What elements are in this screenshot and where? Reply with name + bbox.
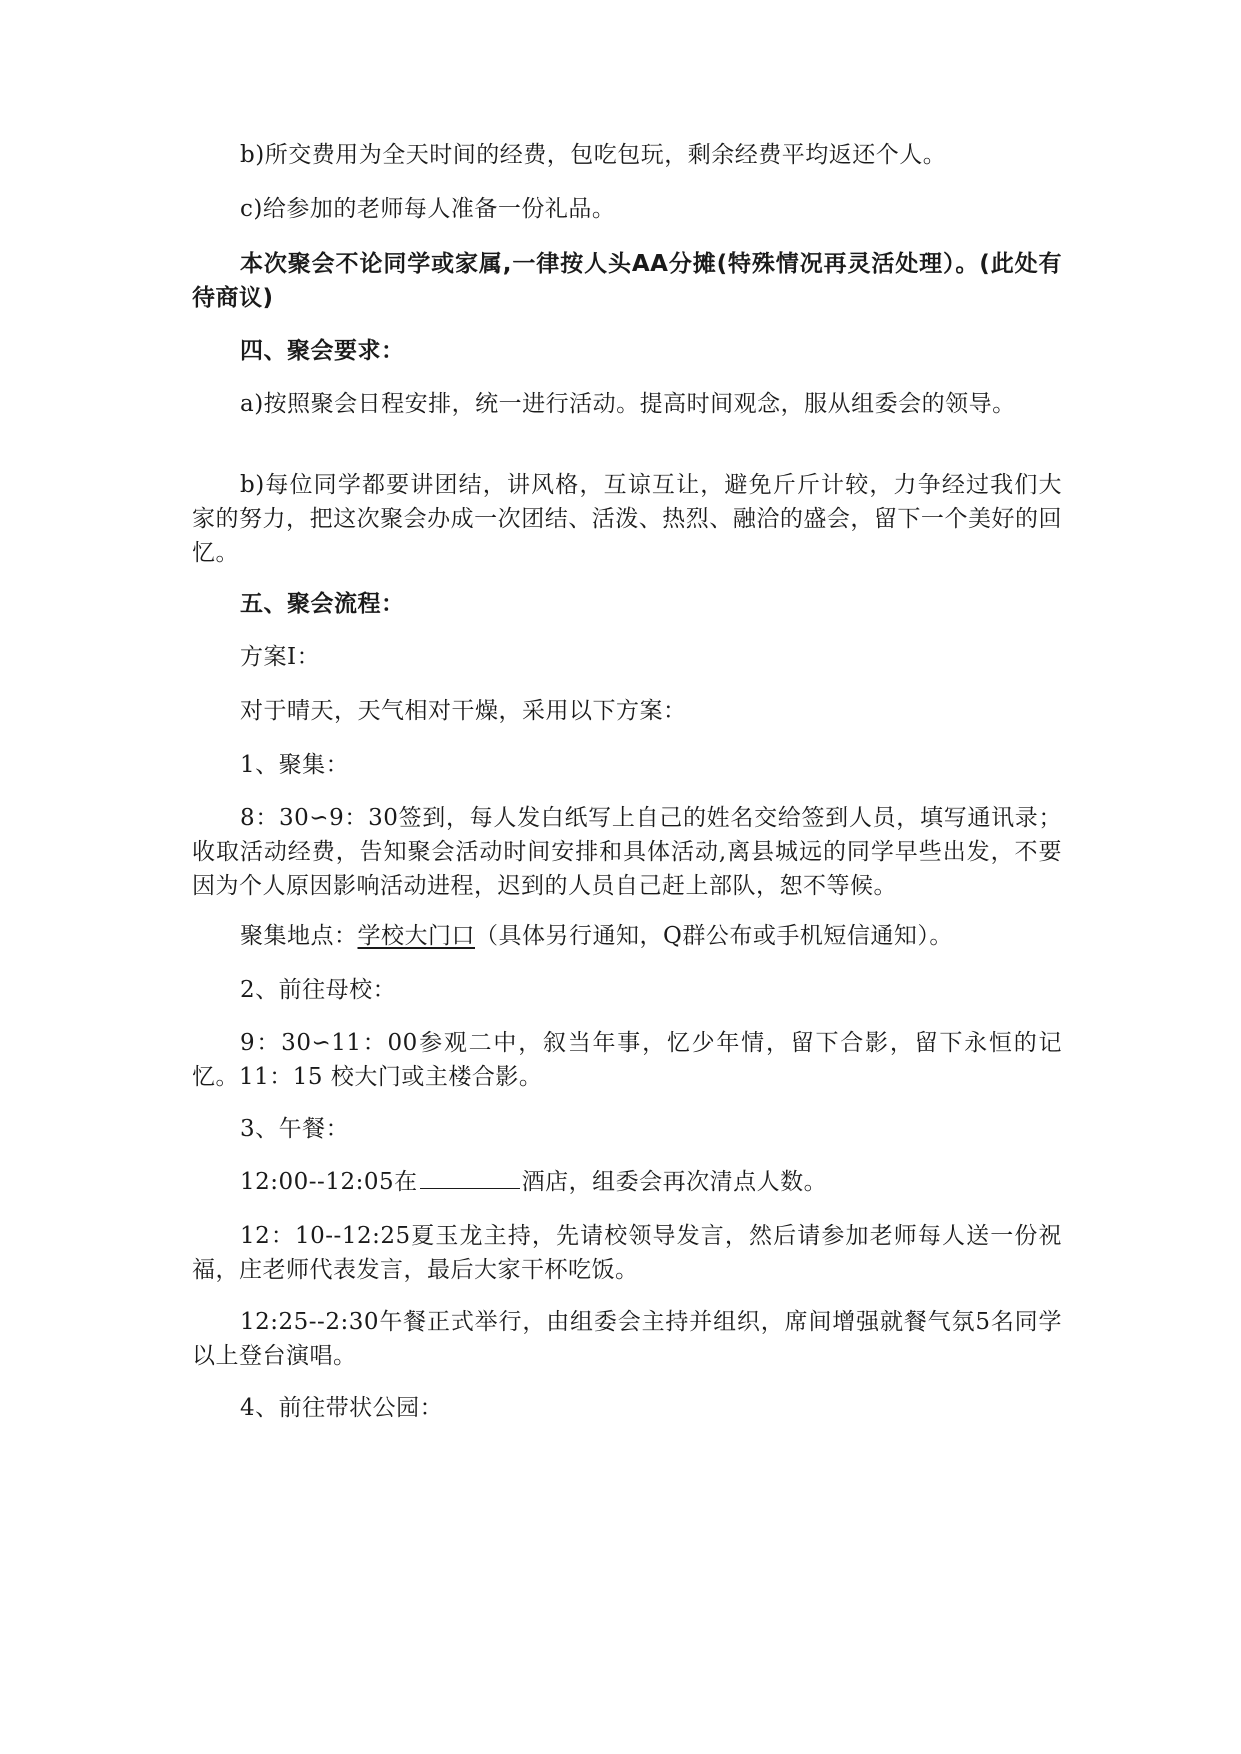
paragraph-park-title: 4、前往带状公园： <box>240 1395 444 1421</box>
location-label: 聚集地点： <box>240 923 358 949</box>
hotel-blank-line <box>420 1166 520 1189</box>
lunch-time: 12:00--12:05在 <box>240 1169 418 1195</box>
paragraph-gather-location <box>192 919 1062 953</box>
paragraph-check-in: 8：30∽9：30签到，每人发白纸写上自己的姓名交给签到人员，填写通讯录；收取活动经费，告知聚会活动时间安排和具体活动,离县城远的同学早些出发，不要因为个人原因影响活动进程，迟到的人员自己赶上部队，恕不等候。 <box>192 805 1062 899</box>
paragraph-visit-school: 9：30∽11：00参观二中，叙当年事，忆少年情，留下合影，留下永恒的记忆。11：15 校大门或主楼合影。 <box>192 1030 1062 1090</box>
paragraph-visit-school-title: 2、前往母校： <box>240 977 397 1003</box>
paragraph-aa-split: 本次聚会不论同学或家属,一律按人头AA分摊(特殊情况再灵活处理）。(此处有待商议) <box>192 251 1062 311</box>
paragraph-teacher-gift: c)给参加的老师每人准备一份礼品。 <box>240 196 616 222</box>
paragraph-gather-title: 1、聚集： <box>240 752 350 778</box>
paragraph-plan-one: 方案Ⅰ： <box>240 644 321 670</box>
location-name: 学校大门口 <box>357 923 475 949</box>
lunch-headcount-text: 酒店，组委会再次清点人数。 <box>521 1169 828 1195</box>
location-note: （具体另行通知，Q群公布或手机短信通知）。 <box>475 923 953 949</box>
paragraph-host-speech: 12：10--12:25夏玉龙主持，先请校领导发言，然后请参加老师每人送一份祝福，庄老师代表发言，最后大家干杯吃饭。 <box>192 1223 1062 1283</box>
section-heading-process: 五、聚会流程： <box>240 591 405 617</box>
section-heading-requirements: 四、聚会要求： <box>240 338 405 364</box>
paragraph-lunch-headcount <box>192 1165 1062 1199</box>
paragraph-lunch-title: 3、午餐： <box>240 1116 350 1142</box>
paragraph-fee-usage: b)所交费用为全天时间的经费，包吃包玩，剩余经费平均返还个人。 <box>240 142 947 168</box>
paragraph-schedule: a)按照聚会日程安排，统一进行活动。提高时间观念，服从组委会的领导。 <box>240 391 1016 417</box>
paragraph-sunny-day: 对于晴天，天气相对干燥，采用以下方案： <box>240 698 687 724</box>
paragraph-unity: b)每位同学都要讲团结，讲风格，互谅互让，避免斤斤计较，力争经过我们大家的努力，把这次聚会办成一次团结、活泼、热烈、融洽的盛会，留下一个美好的回忆。 <box>192 472 1062 566</box>
paragraph-lunch-event: 12:25--2:30午餐正式举行，由组委会主持并组织，席间增强就餐气氛5名同学以上登台演唱。 <box>192 1309 1062 1369</box>
